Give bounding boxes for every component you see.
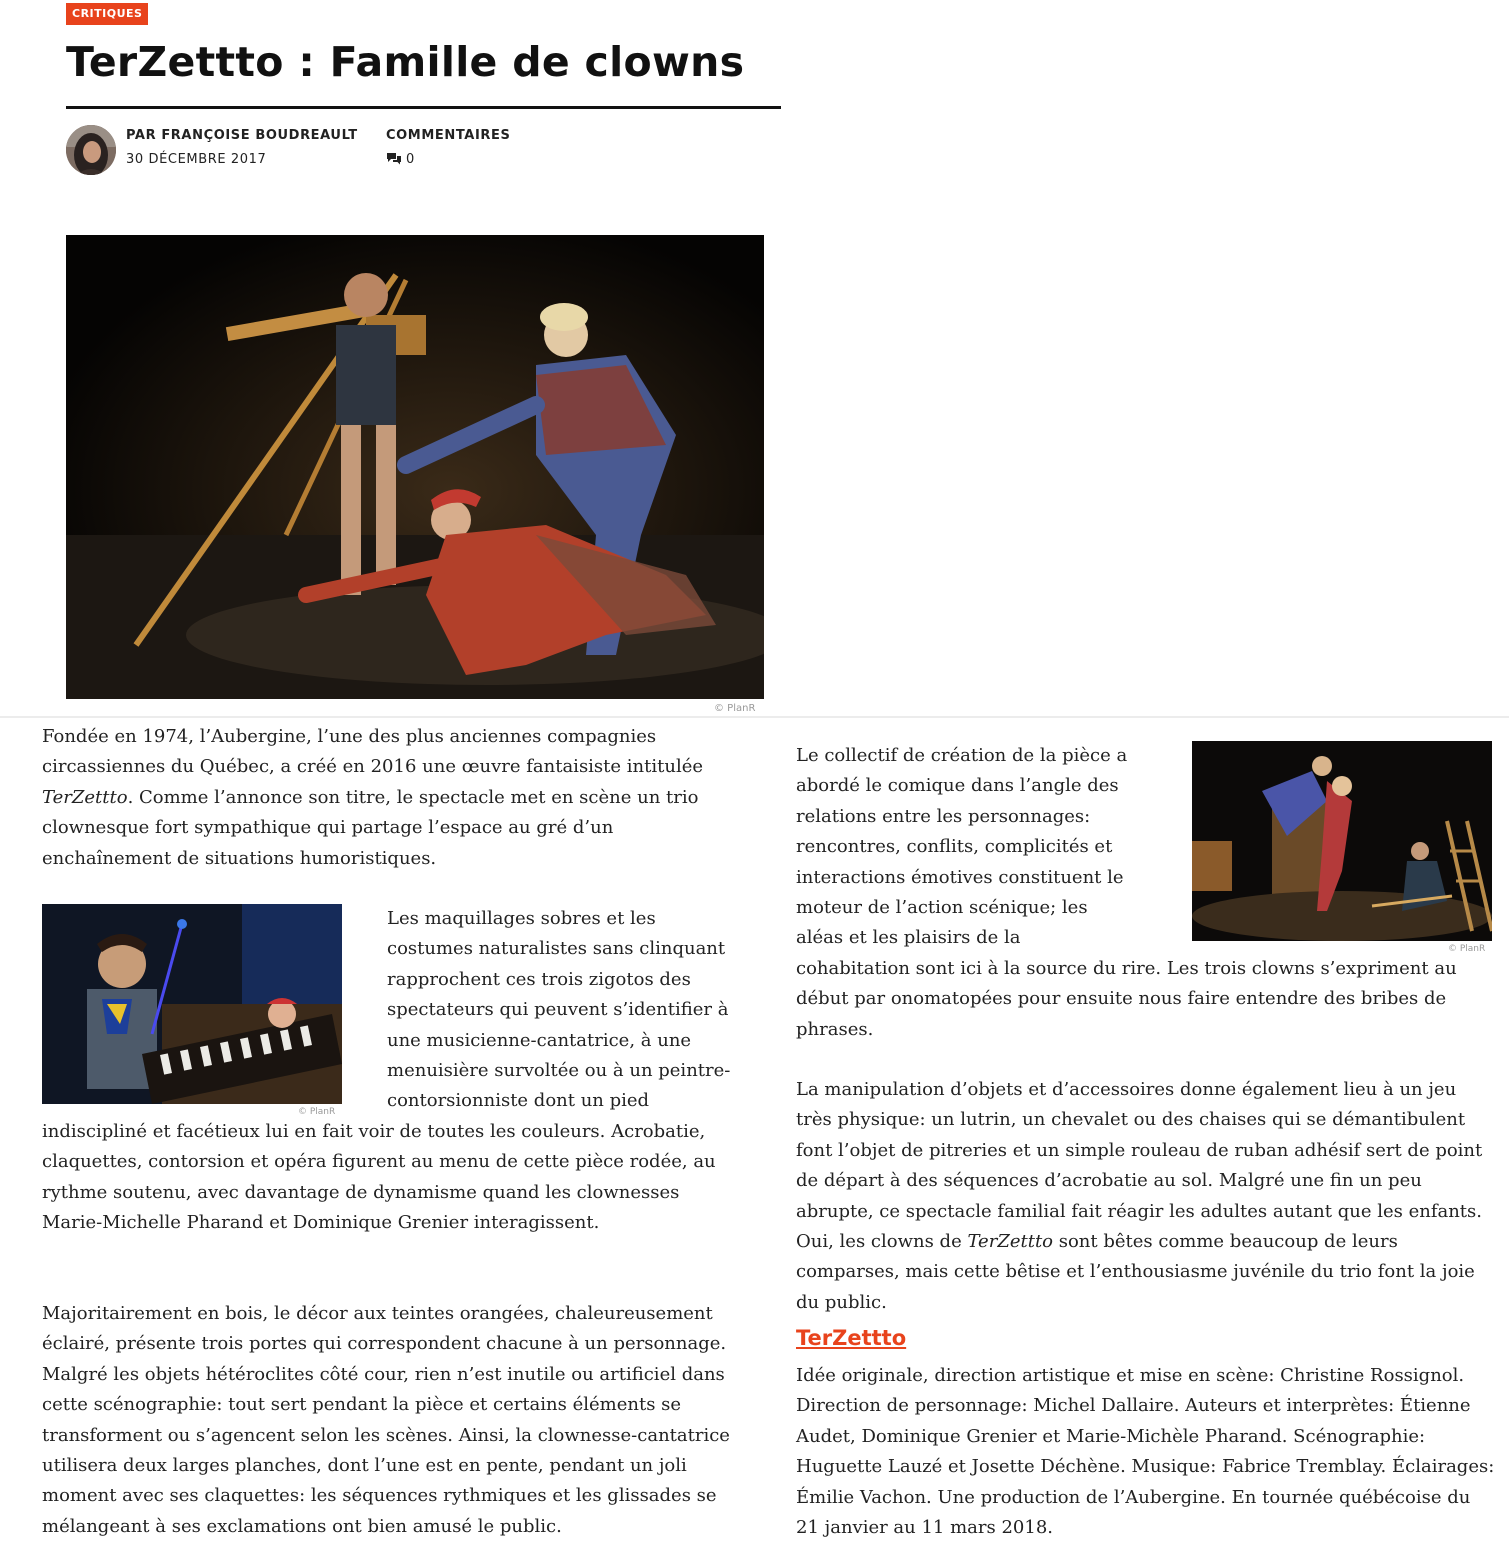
stage-photo-musician bbox=[42, 904, 342, 1104]
credits-show-title[interactable]: TerZettto bbox=[796, 1326, 907, 1350]
article-header bbox=[0, 0, 781, 716]
speech-bubbles-icon bbox=[386, 152, 402, 165]
show-title-italic-2: TerZettto bbox=[967, 1231, 1054, 1253]
article-title: TerZettto : Famille de clowns bbox=[66, 38, 745, 86]
musician-photo[interactable] bbox=[42, 904, 342, 1104]
paragraph-manipulation-text: La manipulation d’objets et d’accessoires donne également lieu à un jeu très physique: un lutrin, un chevalet ou des chaises qui se démantibulent font l’objet de pitreries et un simple rouleau de ruban adhésif sert de point de départ à des séquences d’acrobatie au sol. Malgré une fin un peu abrupte, ce spectacle familial fait réagir les adultes autant que les enfants. Oui, les clowns de bbox=[796, 1079, 1483, 1253]
publish-date: 30 DÉCEMBRE 2017 bbox=[126, 152, 267, 167]
author-avatar[interactable] bbox=[66, 125, 116, 175]
comments-count-link[interactable] bbox=[386, 152, 415, 167]
author-name[interactable]: PAR FRANÇOISE BOUDREAULT bbox=[126, 128, 358, 143]
stage-photo-acrobats bbox=[1192, 741, 1492, 941]
show-title-italic: TerZettto bbox=[42, 786, 128, 808]
musician-photo-credit: © PlanR bbox=[298, 1107, 336, 1117]
acrobats-photo-credit: © PlanR bbox=[1448, 944, 1486, 954]
author-photo bbox=[66, 125, 116, 175]
credits-text: Idée originale, direction artistique et mise en scène: Christine Rossignol. Direction de personnage: Michel Dallaire. Auteurs et interprètes: Étienne Audet, Dominique Grenier et Marie-Michèle Pharand. Scénographie: Huguette Lauzé et Josette Déchène. Musique: Fabrice Tremblay. Éclairages: Émilie Vachon. Une production de l’Aubergine. En tournée québécoise du 21 janvier au 11 mars 2018. bbox=[796, 1365, 1495, 1539]
title-divider bbox=[66, 106, 781, 109]
paragraph-costumes-text: Les maquillages sobres et les costumes naturalistes sans clinquant rapprochent ces trois zigotos des spectateurs qui peuvent s’identifier à une musicienne-cantatrice, à une menuisière survoltée ou à un peintre-contorsionniste dont un pied indiscipliné et facétieux lui en fait voir de toutes les couleurs. Acrobatie, claquettes, contorsion et opéra figurent au menu de cette pièce rodée, au rythme soutenu, avec davantage de dynamisme quand les clownesses Marie-Michelle Pharand et Dominique Grenier interagissent. bbox=[42, 908, 731, 1234]
category-badge[interactable]: CRITIQUES bbox=[66, 3, 148, 25]
hero-photo-credit: © PlanR bbox=[714, 703, 756, 714]
paragraph-intro-text: Fondée en 1974, l’Aubergine, l’une des plus anciennes compagnies circassiennes du Québec, a créé en 2016 une œuvre fantaisiste intitulée bbox=[42, 726, 704, 778]
comments-label[interactable]: COMMENTAIRES bbox=[386, 128, 511, 143]
hero-photo[interactable] bbox=[66, 235, 764, 699]
comments-count: 0 bbox=[406, 152, 415, 167]
section-divider bbox=[0, 716, 1509, 718]
paragraph-manipulation bbox=[796, 1075, 1486, 1318]
acrobats-photo[interactable] bbox=[1192, 741, 1492, 941]
paragraph-intro-text-end: . Comme l’annonce son titre, le spectacle met en scène un trio clownesque fort sympathique qui partage l’espace au gré d’un enchaînement de situations humoristiques. bbox=[42, 786, 699, 869]
stage-photo-clowns bbox=[66, 235, 764, 699]
paragraph-manipulation-text-end: sont bêtes comme beaucoup de leurs comparses, mais cette bêtise et l’enthousiasme juvénile du trio font la joie du public. bbox=[796, 1231, 1475, 1313]
paragraph-collective-text: Le collectif de création de la pièce a abordé le comique dans l’angle des relations entre les personnages: rencontres, conflits, complicités et interactions émotives constituent le moteur de l’action scénique; les aléas et les plaisirs de la cohabitation sont ici à la source du rire. Les trois clowns s’expriment au début par onomatopées pour ensuite nous faire entendre des bribes de phrases. bbox=[796, 745, 1457, 1040]
paragraph-decor: Majoritairement en bois, le décor aux teintes orangées, chaleureusement éclairé, présente trois portes qui correspondent chacune à un personnage. Malgré les objets hétéroclites côté cour, rien n’est inutile ou artificiel dans cette scénographie: tout sert pendant la pièce et certains éléments se transforment ou s’agencent selon les scènes. Ainsi, la clownesse-cantatrice utilisera deux larges planches, dont l’une est en pente, pendant un joli moment avec ses claquettes: les séquences rythmiques et les glissades se mélangeant à ses exclamations ont bien amusé le public. bbox=[42, 1303, 730, 1537]
paragraph-intro bbox=[42, 722, 742, 874]
